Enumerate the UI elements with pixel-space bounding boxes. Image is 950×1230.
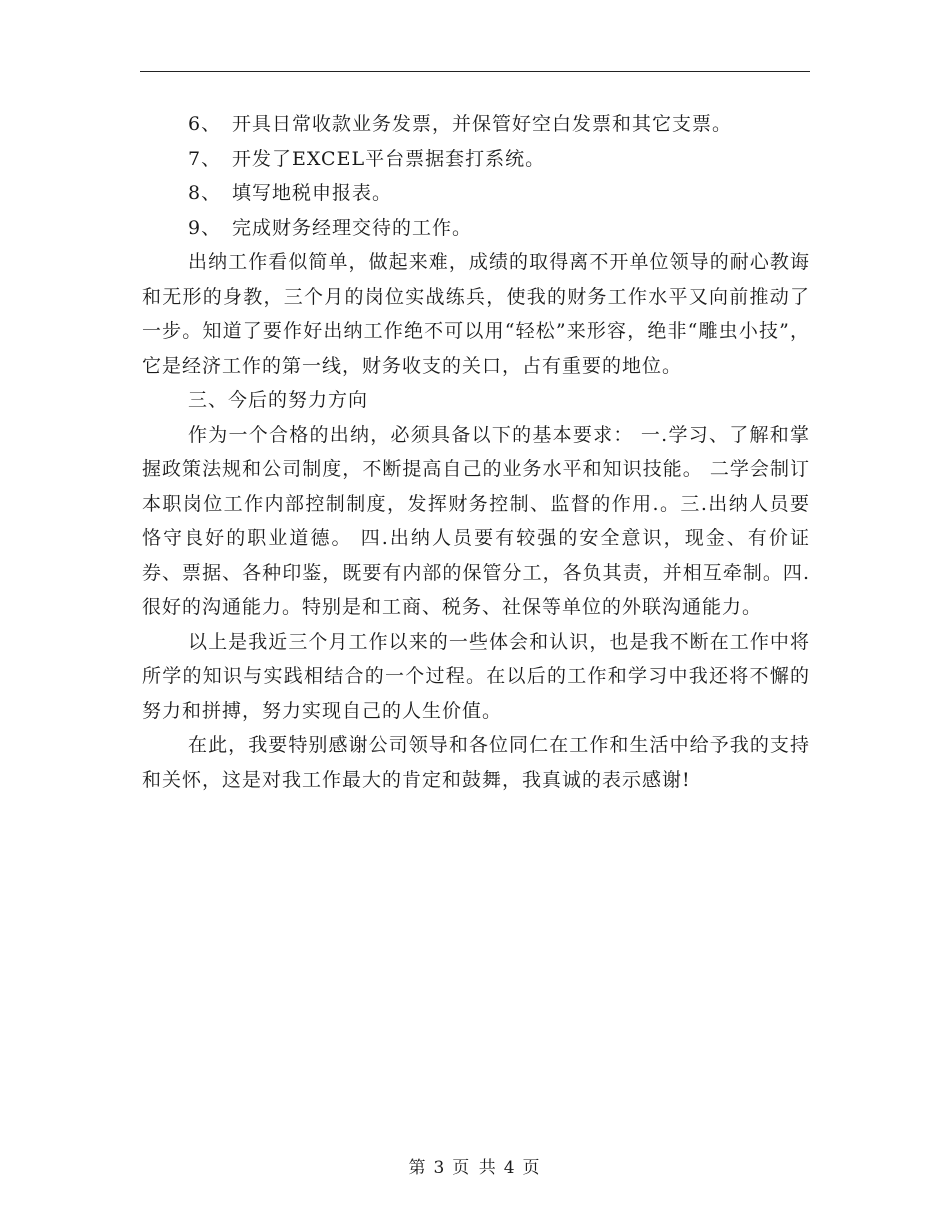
list-item-number: 9、	[188, 216, 222, 239]
list-item-number: 8、	[188, 182, 222, 204]
list-item-text: 填写地税申报表。	[232, 182, 393, 204]
page-footer	[0, 1153, 950, 1178]
list-item	[142, 107, 810, 142]
list-item-text: 开具日常收款业务发票，并保管好空白发票和其它支票。	[232, 113, 733, 135]
header-rule	[140, 71, 810, 72]
list-item-text: 完成财务经理交待的工作。	[232, 216, 473, 239]
paragraph-requirements: 作为一个合格的出纳，必须具备以下的基本要求： 一.学习、了解和掌握政策法规和公司制度，不断提高自己的业务水平和知识技能。 二学会制订本职岗位工作内部控制制度，发挥财务控制、监督的作用.。三.出纳人员要恪守良好的职业道德。 四.出纳人员要有较强的安全意识，现金、有价证券、票据、各种印鉴，既要有内部的保管分工，各负其责，并相互牵制。四.很好的沟通能力。特别是和工商、税务、社保等单位的外联沟通能力。	[142, 423, 810, 618]
total-pages-number: 4	[503, 1158, 517, 1178]
list-item	[142, 142, 810, 177]
list-item-number: 7、	[188, 147, 222, 170]
list-item	[142, 176, 810, 211]
footer-prefix: 第	[408, 1158, 428, 1178]
footer-suffix: 页	[522, 1158, 542, 1178]
document-body	[142, 107, 810, 797]
footer-middle: 页 共	[452, 1158, 498, 1178]
paragraph-reflection: 以上是我近三个月工作以来的一些体会和认识，也是我不断在工作中将所学的知识与实践相结合的一个过程。在以后的工作和学习中我还将不懈的努力和拼搏，努力实现自己的人生价值。	[142, 630, 810, 722]
section-heading: 三、今后的努力方向	[188, 389, 369, 411]
paragraph-thanks: 在此，我要特别感谢公司领导和各位同仁在工作和生活中给予我的支持和关怀，这是对我工作最大的肯定和鼓舞，我真诚的表示感谢!	[142, 734, 810, 791]
list-item	[142, 211, 810, 246]
list-item-text: 开发了EXCEL平台票据套打系统。	[232, 147, 546, 170]
list-item-number: 6、	[188, 113, 222, 135]
paragraph-cashier-summary: 出纳工作看似简单，做起来难，成绩的取得离不开单位领导的耐心教诲和无形的身教，三个月的岗位实战练兵，使我的财务工作水平又向前推动了一步。知道了要作好出纳工作绝不可以用“轻松”来形容，绝非“雕虫小技”，它是经济工作的第一线，财务收支的关口，占有重要的地位。	[142, 251, 810, 377]
current-page-number: 3	[433, 1158, 447, 1178]
